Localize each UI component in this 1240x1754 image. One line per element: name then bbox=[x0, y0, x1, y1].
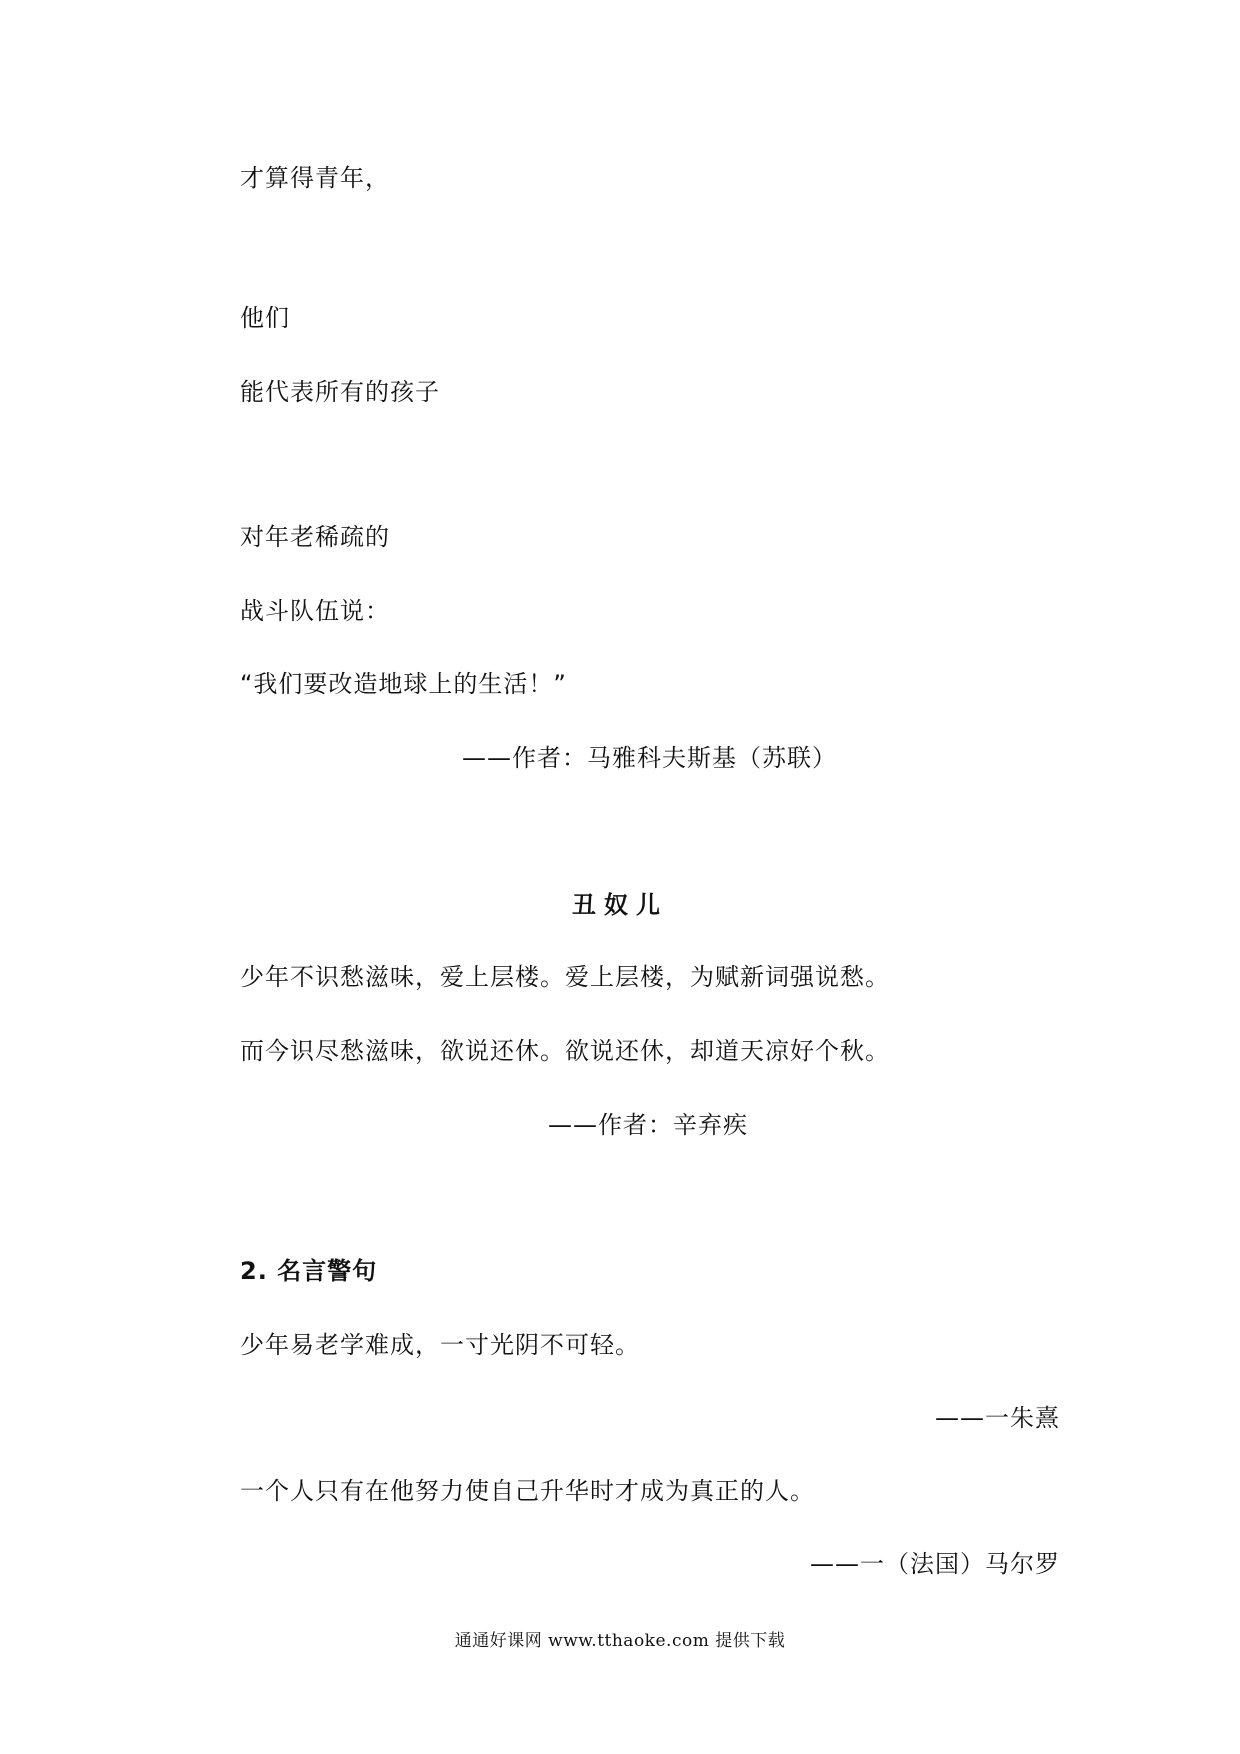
quote-text: 少年易老学难成，一寸光阴不可轻。 bbox=[240, 1331, 640, 1359]
section-heading: 2. 名言警句 bbox=[240, 1257, 378, 1285]
poem-line: 能代表所有的孩子 bbox=[240, 378, 440, 406]
poem-line: 才算得青年， bbox=[240, 164, 390, 192]
poem-title: 丑奴儿 bbox=[572, 891, 668, 919]
quote-source: ——一（法国）马尔罗 bbox=[810, 1550, 1060, 1578]
poem-line: 少年不识愁滋味，爱上层楼。爱上层楼，为赋新词强说愁。 bbox=[240, 963, 890, 991]
poem-line: 而今识尽愁滋味，欲说还休。欲说还休，却道天凉好个秋。 bbox=[240, 1037, 890, 1065]
poem-author: ——作者：马雅科夫斯基（苏联） bbox=[462, 744, 837, 772]
poem-line: 他们 bbox=[240, 304, 290, 332]
poem-line: 战斗队伍说： bbox=[240, 597, 390, 625]
poem-line: “我们要改造地球上的生活！” bbox=[240, 670, 567, 698]
quote-source: ——一朱熹 bbox=[935, 1404, 1060, 1432]
poem-author: ——作者：辛弃疾 bbox=[548, 1111, 748, 1139]
poem-line: 对年老稀疏的 bbox=[240, 523, 390, 551]
page-footer: 通通好课网 www.tthaoke.com 提供下载 bbox=[454, 1631, 786, 1651]
quote-text: 一个人只有在他努力使自己升华时才成为真正的人。 bbox=[240, 1477, 815, 1505]
